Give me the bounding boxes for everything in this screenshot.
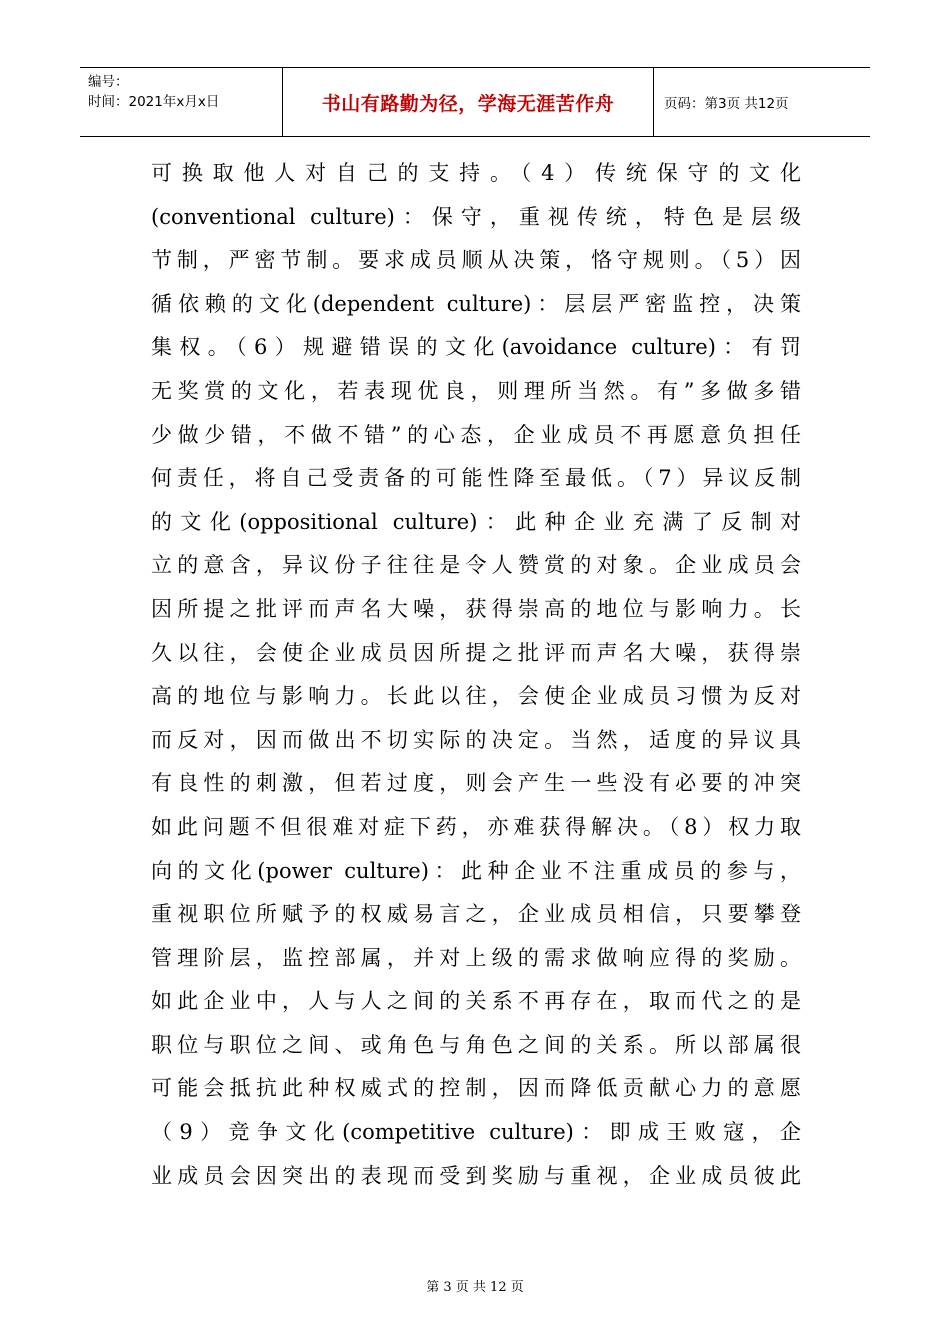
document-number: 编号：: [88, 74, 129, 90]
page-footer: 第 3 页 共 12 页: [426, 1280, 524, 1295]
text-line: 可能会抵抗此种权威式的控制，因而降低贡献心力的意愿: [151, 1076, 801, 1101]
text-line: 立的意含，异议份子往往是令人赞赏的对象。企业成员会: [151, 553, 801, 578]
text-line: 有良性的刺激，但若过度，则会产生一些没有必要的冲突: [151, 771, 801, 796]
header-motto: 书山有路勤为径，学海无涯苦作舟: [283, 68, 654, 136]
text-line: 无奖赏的文化，若表现优良，则理所当然。有”多做多错: [151, 378, 801, 403]
text-line: 向的文化(power culture)：此种企业不注重成员的参与，: [151, 858, 801, 883]
text-line: 职位与职位之间、或角色与角色之间的关系。所以部属很: [151, 1032, 801, 1057]
text-line: 循依赖的文化(dependent culture)：层层严密监控，决策: [151, 291, 801, 316]
text-line: 业成员会因突出的表现而受到奖励与重视，企业成员彼此: [151, 1163, 801, 1188]
page-header: [80, 67, 870, 137]
document-time: 时间：2021年x月x日: [88, 94, 220, 110]
text-line: （9）竞争文化(competitive culture)：即成王败寇，企: [151, 1120, 801, 1145]
text-line: 重视职位所赋予的权威易言之，企业成员相信，只要攀登: [151, 902, 801, 927]
text-line: 的文化(oppositional culture)：此种企业充满了反制对: [151, 509, 801, 534]
text-line: 何责任，将自己受责备的可能性降至最低。（7）异议反制: [151, 466, 801, 491]
text-line: 集权。（6）规避错误的文化(avoidance culture)：有罚: [151, 335, 801, 360]
body-text: [151, 152, 801, 1198]
text-line: 可换取他人对自己的支持。（4）传统保守的文化: [151, 161, 801, 185]
text-line: 少做少错，不做不错”的心态，企业成员不再愿意负担任: [151, 422, 801, 447]
text-line: 因所提之批评而声名大噪，获得崇高的地位与影响力。长: [151, 596, 801, 621]
text-line: (conventional culture)：保守，重视传统，特色是层级: [151, 204, 801, 229]
text-line: 管理阶层，监控部属，并对上级的需求做响应得的奖励。: [151, 945, 801, 970]
text-line: 而反对，因而做出不切实际的决定。当然，适度的异议具: [151, 727, 801, 752]
text-line: 节制，严密节制。要求成员顺从决策，恪守规则。（5）因: [151, 248, 801, 273]
text-line: 如此问题不但很难对症下药，亦难获得解决。（8）权力取: [151, 814, 801, 839]
header-meta: [80, 68, 283, 136]
text-line: 久以往，会使企业成员因所提之批评而声名大噪，获得崇: [151, 640, 801, 665]
text-line: 如此企业中，人与人之间的关系不再存在，取而代之的是: [151, 989, 801, 1014]
header-page-info: 页码：第3页 共12页: [664, 96, 789, 112]
text-line: 高的地位与影响力。长此以往，会使企业成员习惯为反对: [151, 684, 801, 709]
